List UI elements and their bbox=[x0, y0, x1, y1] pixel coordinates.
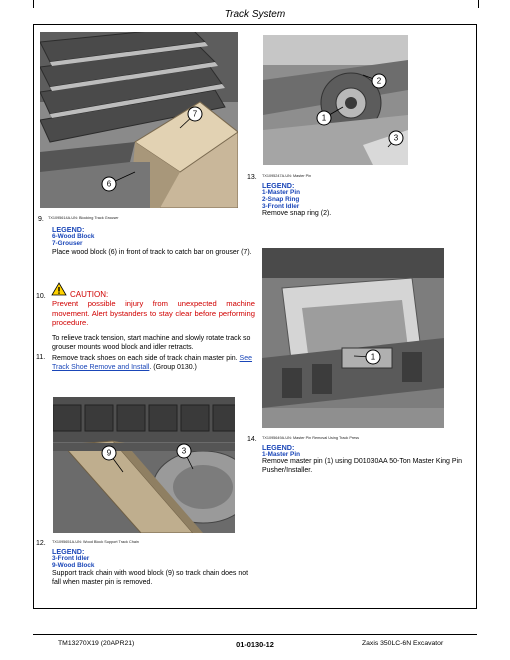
image-caption-12: TX1095651A-UN: Wood Block Support Track Chain bbox=[52, 540, 139, 544]
legend-title-13: LEGEND: bbox=[262, 181, 295, 190]
legend-item-14-1: 1-Master Pin bbox=[262, 451, 301, 458]
step-text-11 bbox=[52, 354, 257, 372]
legend-item-12-1: 3-Front Idler bbox=[52, 555, 90, 562]
callout-3-label: 3 bbox=[181, 446, 187, 456]
callout-7-label: 7 bbox=[192, 109, 198, 119]
step-number-13: 13. bbox=[247, 174, 257, 181]
callout-6-label: 6 bbox=[106, 179, 112, 189]
legend-item-13-2: 2-Snap Ring bbox=[262, 196, 300, 203]
photo-master-pin-removal bbox=[262, 248, 444, 428]
page-header-title: Track System bbox=[224, 9, 286, 20]
step-text-12: Support track chain with wood block (9) so track chain does not fall when master pin is removed. bbox=[52, 570, 249, 586]
legend-title-14: LEGEND: bbox=[262, 443, 295, 452]
footer-doc-id: TM13270X19 (20APR21) bbox=[58, 640, 135, 647]
footer-machine-model: Zaxis 350LC-6N Excavator bbox=[362, 640, 444, 647]
footer-page-number: 01-0130-12 bbox=[236, 640, 274, 649]
image-caption-13: TX1095247A-UN: Master Pin bbox=[262, 174, 312, 178]
image-caption-14: TX1095649A-UN: Master Pin Removal Using Track Press bbox=[262, 436, 360, 440]
step-number-11: 11. bbox=[36, 354, 46, 361]
photo-wood-block-support bbox=[53, 397, 235, 533]
legend-item-9-1: 6-Wood Block bbox=[52, 233, 95, 240]
photo-blocking-track-grouser bbox=[40, 32, 238, 208]
step-text-10: To relieve track tension, start machine and slowly rotate track so grouser mounts wood block and idler retracts. bbox=[52, 335, 251, 351]
photo-master-pin bbox=[263, 35, 408, 165]
callout-3b-label: 3 bbox=[393, 133, 399, 143]
caution-text: Prevent possible injury from unexpected machine movement. Alert bystanders to stay clear before performing procedure. bbox=[52, 299, 255, 327]
legend-title-9: LEGEND: bbox=[52, 225, 85, 234]
legend-item-12-2: 9-Wood Block bbox=[52, 562, 95, 569]
step-number-14: 14. bbox=[247, 436, 257, 443]
step-number-10: 10. bbox=[36, 293, 46, 300]
image-caption-9: TX1095614A-UN: Blocking Track Grouser bbox=[48, 216, 119, 220]
callout-9-label: 9 bbox=[106, 448, 112, 458]
step-text-14: Remove master pin (1) using D01030AA 50-Ton Master King Pin Pusher/Installer. bbox=[262, 458, 462, 474]
header-rule-left bbox=[33, 0, 34, 8]
legend-item-13-1: 1-Master Pin bbox=[262, 189, 301, 196]
legend-item-9-2: 7-Grouser bbox=[52, 240, 83, 247]
callout-1-label: 1 bbox=[321, 113, 327, 123]
caution-title: CAUTION: bbox=[70, 290, 109, 299]
caution-warning-icon bbox=[51, 282, 67, 296]
callout-2-label: 2 bbox=[376, 76, 382, 86]
callout-1b-label: 1 bbox=[370, 352, 376, 362]
step-text-13: Remove snap ring (2). bbox=[262, 210, 332, 217]
step-number-9: 9. bbox=[38, 216, 44, 223]
step-number-12: 12. bbox=[36, 540, 46, 547]
step-text-11-group: . (Group 0130.) bbox=[149, 364, 197, 371]
step-text-9: Place wood block (6) in front of track to catch bar on grouser (7). bbox=[52, 249, 252, 256]
footer-rule bbox=[33, 634, 477, 635]
legend-item-13-3: 3-Front Idler bbox=[262, 203, 300, 210]
step-text-11-main: Remove track shoes on each side of track chain master pin. bbox=[52, 355, 238, 362]
header-rule-right bbox=[478, 0, 479, 8]
track-shoe-remove-install-link[interactable]: See Track Shoe Remove and Install bbox=[52, 355, 253, 371]
legend-title-12: LEGEND: bbox=[52, 547, 85, 556]
